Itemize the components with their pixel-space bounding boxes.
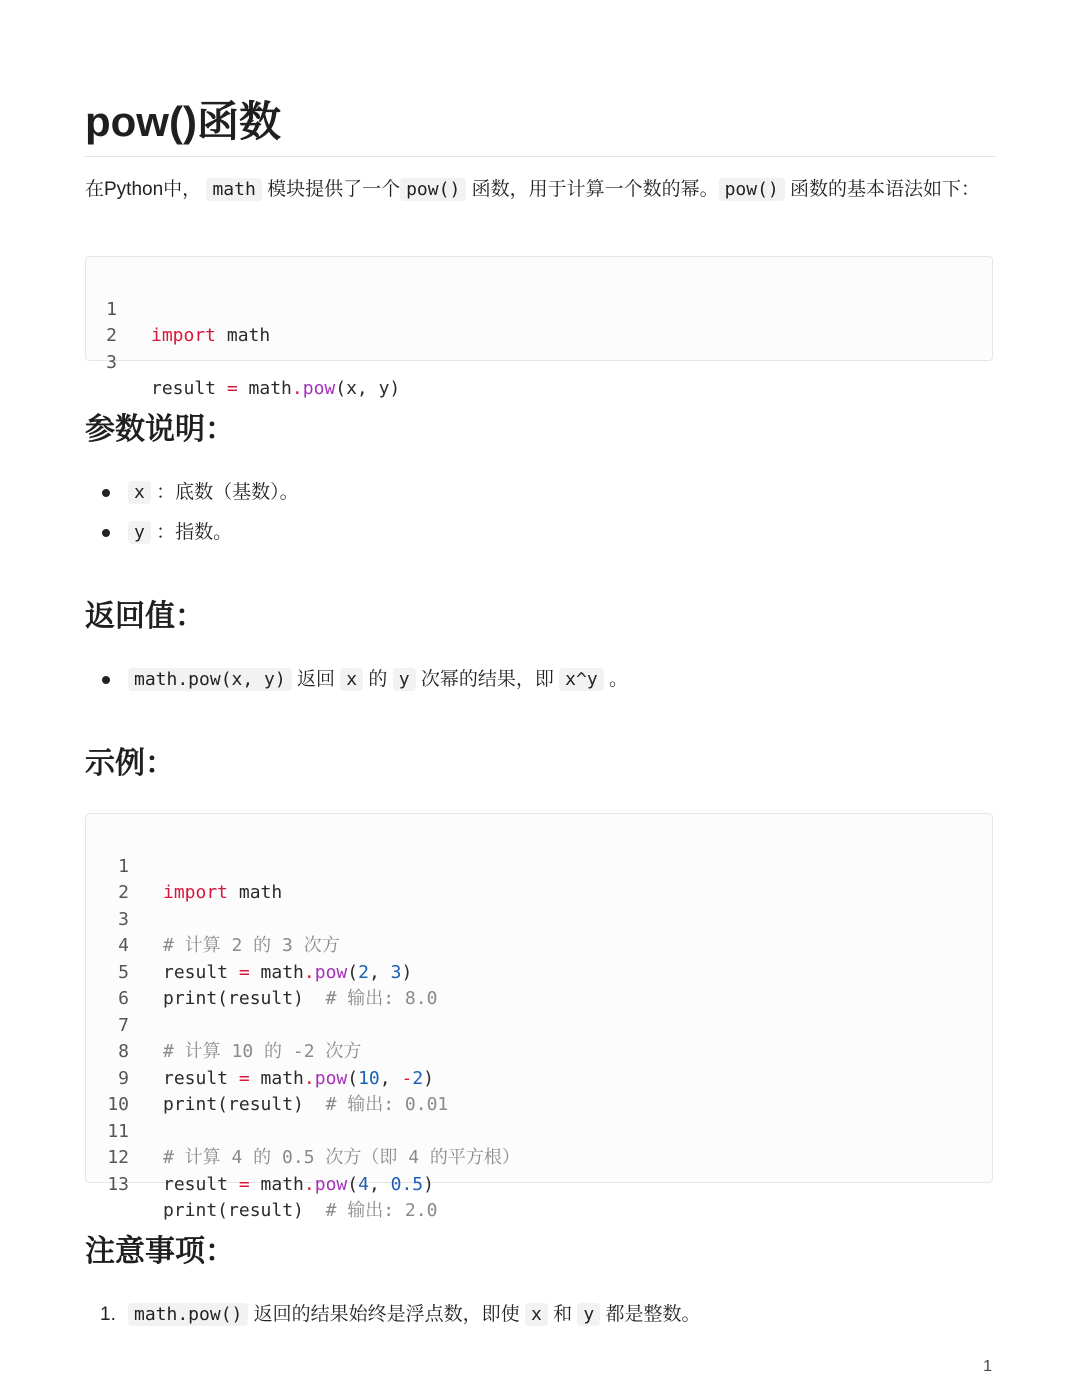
list-item (85, 473, 995, 513)
inline-code: math.pow(x, y) (128, 668, 292, 691)
code-token: , (368, 961, 391, 983)
intro-text-1: 在Python中， (85, 179, 202, 200)
bullet-icon (102, 676, 110, 684)
code-token: ( (347, 1173, 359, 1195)
line-number: 2 (118, 882, 129, 903)
code-comment: # 计算 10 的 -2 次方 (163, 1041, 362, 1062)
list-item-text: 返回 (297, 669, 336, 690)
inline-code: x (525, 1303, 548, 1326)
list-item (85, 660, 995, 700)
code-token: (x, y) (335, 378, 401, 399)
code-line (86, 880, 992, 956)
syntax-code-block (85, 256, 993, 399)
heading-returns: 返回值： (85, 600, 205, 633)
code-line (86, 270, 992, 346)
code-token: result (163, 961, 239, 983)
line-number: 4 (118, 935, 129, 956)
line-number: 7 (118, 1014, 129, 1036)
title-divider (85, 156, 995, 157)
line-number: 1 (118, 855, 129, 877)
list-item (85, 1295, 995, 1335)
number-literal: 10 (358, 1067, 380, 1089)
code-comment: # 输出: 0.01 (325, 1094, 449, 1115)
code-token: math (249, 961, 304, 983)
code-token: result (163, 1067, 239, 1089)
list-item-text: 返回的结果始终是浮点数，即使 (253, 1304, 520, 1325)
list-item-text: 和 (553, 1304, 573, 1325)
page-title: pow()函数 (85, 98, 281, 145)
inline-code: x (340, 668, 363, 691)
operator: = (226, 378, 238, 399)
list-item-text: ：指数。 (156, 522, 233, 543)
code-token: math (237, 378, 292, 399)
operator: . (303, 961, 315, 983)
list-item-text: 都是整数。 (605, 1304, 701, 1325)
function-name: pow (314, 961, 348, 983)
heading-params: 参数说明： (85, 413, 235, 446)
line-number: 10 (107, 1094, 129, 1115)
line-number: 5 (118, 961, 129, 983)
operator: . (303, 1067, 315, 1089)
params-list (85, 473, 995, 553)
bullet-icon (102, 489, 110, 497)
code-token: ( (347, 961, 359, 983)
code-token: result (163, 1173, 239, 1195)
function-name: pow (302, 378, 336, 399)
inline-code-pow-2: pow() (719, 178, 785, 201)
line-number: 3 (118, 908, 129, 930)
list-item-text: ：底数（基数）。 (156, 482, 299, 503)
inline-code: y (393, 668, 416, 691)
operator: - (401, 1067, 413, 1089)
function-name: pow (314, 1173, 348, 1195)
code-token: ) (423, 1067, 434, 1089)
operator: . (291, 378, 303, 399)
heading-example: 示例： (85, 747, 175, 780)
returns-list (85, 660, 995, 700)
line-number: 1 (106, 298, 117, 320)
intro-text-3: 函数，用于计算一个数的幂。 (471, 179, 719, 200)
example-code-block (85, 813, 993, 1221)
line-number: 3 (106, 351, 117, 373)
number-literal: 2 (358, 961, 369, 983)
inline-code: y (577, 1303, 600, 1326)
operator: . (303, 1173, 315, 1195)
code-comment: # 计算 2 的 3 次方 (163, 935, 340, 956)
inline-code-math: math (206, 178, 261, 201)
list-number: 1. (100, 1304, 116, 1325)
code-token: math (249, 1173, 304, 1195)
code-line (86, 323, 992, 399)
line-number: 13 (107, 1173, 129, 1195)
code-token: print(result) (163, 988, 326, 1009)
inline-code: math.pow() (128, 1303, 248, 1326)
list-item-text: 。 (608, 669, 628, 690)
code-token: print(result) (163, 1094, 326, 1115)
code-line (86, 827, 992, 903)
inline-code-pow: pow() (400, 178, 466, 201)
line-number: 11 (107, 1120, 129, 1142)
intro-text-2: 模块提供了一个 (267, 179, 401, 200)
line-number: 6 (118, 988, 129, 1009)
list-item (85, 513, 995, 553)
code-token: ) (423, 1173, 434, 1195)
list-item-text: 的 (368, 669, 388, 690)
code-token: , (379, 1067, 402, 1089)
code-token: math (216, 325, 271, 346)
operator: = (238, 1067, 250, 1089)
notes-list (85, 1295, 995, 1335)
code-token: result (151, 378, 227, 399)
inline-code-y: y (128, 521, 151, 544)
code-comment: # 输出: 2.0 (325, 1200, 438, 1221)
line-number: 9 (118, 1067, 129, 1089)
number-literal: 0.5 (390, 1173, 424, 1195)
inline-code-x: x (128, 481, 151, 504)
line-number: 12 (107, 1147, 129, 1168)
code-line (86, 986, 992, 1062)
line-number: 2 (106, 325, 117, 346)
code-comment: # 计算 4 的 0.5 次方（即 4 的平方根） (163, 1147, 520, 1168)
page-number: 1 (983, 1358, 992, 1375)
number-literal: 2 (412, 1067, 424, 1089)
code-token: math (228, 882, 283, 903)
intro-text-4: 函数的基本语法如下： (790, 179, 981, 200)
code-token: ( (347, 1067, 359, 1089)
list-item-text: 次幂的结果，即 (420, 669, 554, 690)
keyword: import (151, 325, 217, 346)
code-token: ) (401, 961, 413, 983)
intro-paragraph (85, 173, 995, 207)
number-literal: 3 (390, 961, 402, 983)
inline-code: x^y (559, 668, 604, 691)
keyword: import (163, 882, 229, 903)
operator: = (238, 1173, 250, 1195)
operator: = (238, 961, 250, 983)
code-token: , (368, 1173, 391, 1195)
code-comment: # 输出: 8.0 (325, 988, 438, 1009)
bullet-icon (102, 529, 110, 537)
code-token: print(result) (163, 1200, 326, 1221)
line-number: 8 (118, 1041, 129, 1062)
code-token: math (249, 1067, 304, 1089)
function-name: pow (314, 1067, 348, 1089)
number-literal: 4 (358, 1173, 369, 1195)
heading-notes: 注意事项： (85, 1235, 235, 1268)
